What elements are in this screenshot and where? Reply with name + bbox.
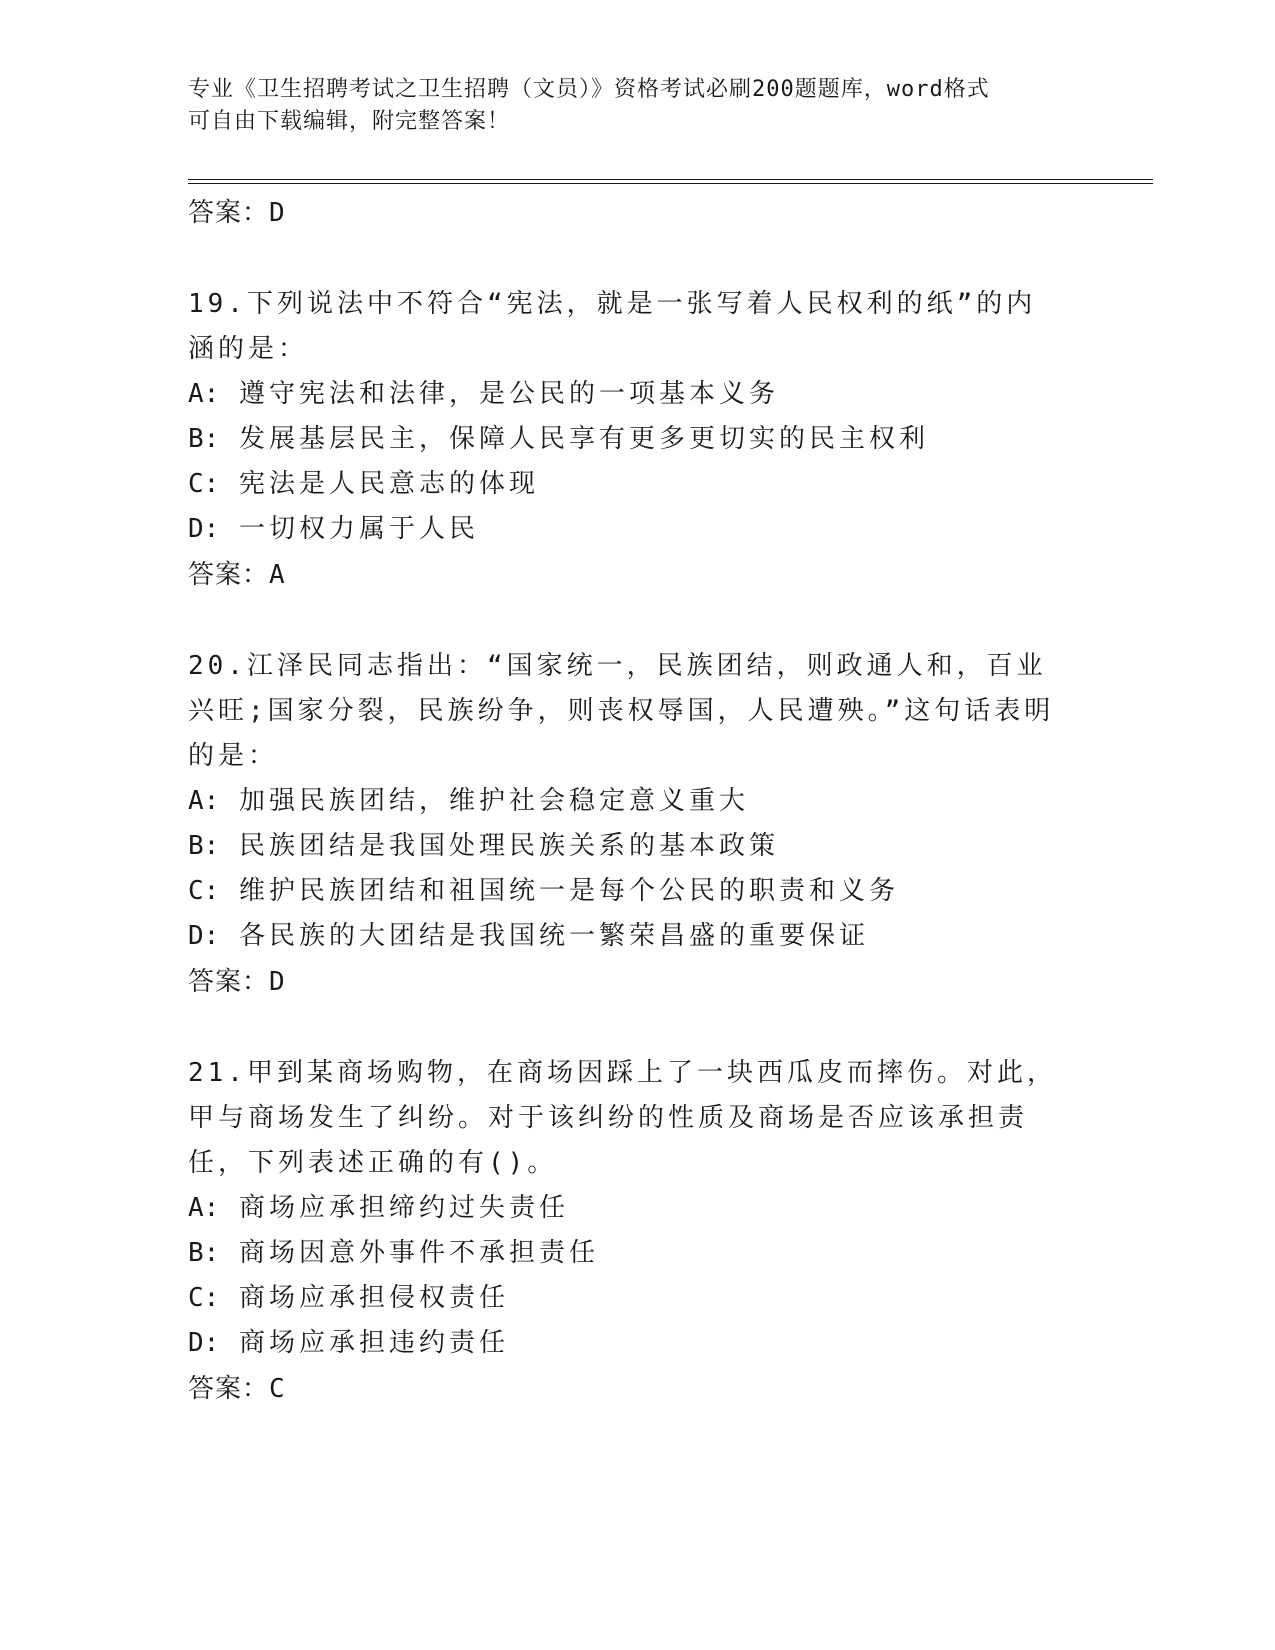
- spacer: [188, 1005, 1088, 1051]
- option-text: 商场因意外事件不承担责任: [238, 1238, 599, 1268]
- option-letter: D:: [188, 514, 220, 544]
- answer-label: 答案：: [188, 560, 270, 590]
- option-c: [188, 462, 1088, 507]
- header-divider-second: [188, 183, 1153, 184]
- option-text: 加强民族团结，维护社会稳定意义重大: [238, 786, 749, 816]
- document-content: [188, 190, 1088, 1412]
- option-text: 商场应承担侵权责任: [238, 1283, 509, 1313]
- option-text: 一切权力属于人民: [238, 514, 479, 544]
- header-line-1: 专业《卫生招聘考试之卫生招聘（文员）》资格考试必刷200题题库，word格式: [188, 77, 990, 102]
- option-letter: D:: [188, 921, 220, 951]
- option-letter: A:: [188, 786, 220, 816]
- option-c: [188, 869, 1088, 914]
- option-d: [188, 914, 1088, 959]
- page-header: [188, 74, 1088, 138]
- option-letter: C:: [188, 469, 220, 499]
- option-text: 维护民族团结和祖国统一是每个公民的职责和义务: [238, 876, 899, 906]
- answer-label: 答案：: [188, 198, 270, 228]
- option-letter: C:: [188, 876, 220, 906]
- option-d: [188, 1321, 1088, 1366]
- option-b: [188, 1231, 1088, 1276]
- question-block: [188, 282, 1088, 598]
- option-c: [188, 1276, 1088, 1321]
- header-line-2: 可自由下载编辑，附完整答案！: [188, 109, 511, 134]
- option-letter: C:: [188, 1283, 220, 1313]
- question-block: [188, 644, 1088, 1005]
- option-letter: D:: [188, 1328, 220, 1358]
- answer-value: D: [269, 198, 287, 228]
- spacer: [188, 236, 1088, 282]
- option-a: [188, 779, 1088, 824]
- option-text: 民族团结是我国处理民族关系的基本政策: [238, 831, 779, 861]
- option-letter: B:: [188, 424, 220, 454]
- option-text: 宪法是人民意志的体现: [238, 469, 539, 499]
- question-stem: 20.江泽民同志指出：“国家统一，民族团结，则政通人和，百业兴旺;国家分裂，民族纷争，则丧权辱国，人民遭殃。”这句话表明的是：: [188, 651, 1055, 771]
- answer-value: D: [269, 967, 287, 997]
- option-text: 商场应承担缔约过失责任: [238, 1193, 569, 1223]
- option-text: 商场应承担违约责任: [238, 1328, 509, 1358]
- answer-value: A: [269, 560, 287, 590]
- option-a: [188, 372, 1088, 417]
- option-letter: B:: [188, 831, 220, 861]
- answer-line: [188, 959, 1088, 1005]
- answer-value: C: [269, 1374, 287, 1404]
- option-text: 发展基层民主，保障人民享有更多更切实的民主权利: [238, 424, 929, 454]
- answer-line: [188, 1366, 1088, 1412]
- answer-label: 答案：: [188, 1374, 270, 1404]
- option-text: 各民族的大团结是我国统一繁荣昌盛的重要保证: [238, 921, 869, 951]
- answer-label: 答案：: [188, 967, 270, 997]
- option-d: [188, 507, 1088, 552]
- option-a: [188, 1186, 1088, 1231]
- answer-line: [188, 190, 1088, 236]
- option-text: 遵守宪法和法律，是公民的一项基本义务: [238, 379, 779, 409]
- option-b: [188, 417, 1088, 462]
- option-letter: A:: [188, 379, 220, 409]
- option-letter: B:: [188, 1238, 220, 1268]
- option-b: [188, 824, 1088, 869]
- question-stem: 21.甲到某商场购物，在商场因踩上了一块西瓜皮而摔伤。对此，甲与商场发生了纠纷。对于该纠纷的性质及商场是否应该承担责任，下列表述正确的有()。: [188, 1058, 1057, 1178]
- question-stem: 19.下列说法中不符合“宪法，就是一张写着人民权利的纸”的内涵的是：: [188, 289, 1037, 364]
- answer-line: [188, 552, 1088, 598]
- option-letter: A:: [188, 1193, 220, 1223]
- question-block: [188, 1051, 1088, 1412]
- spacer: [188, 598, 1088, 644]
- header-divider: [188, 179, 1153, 180]
